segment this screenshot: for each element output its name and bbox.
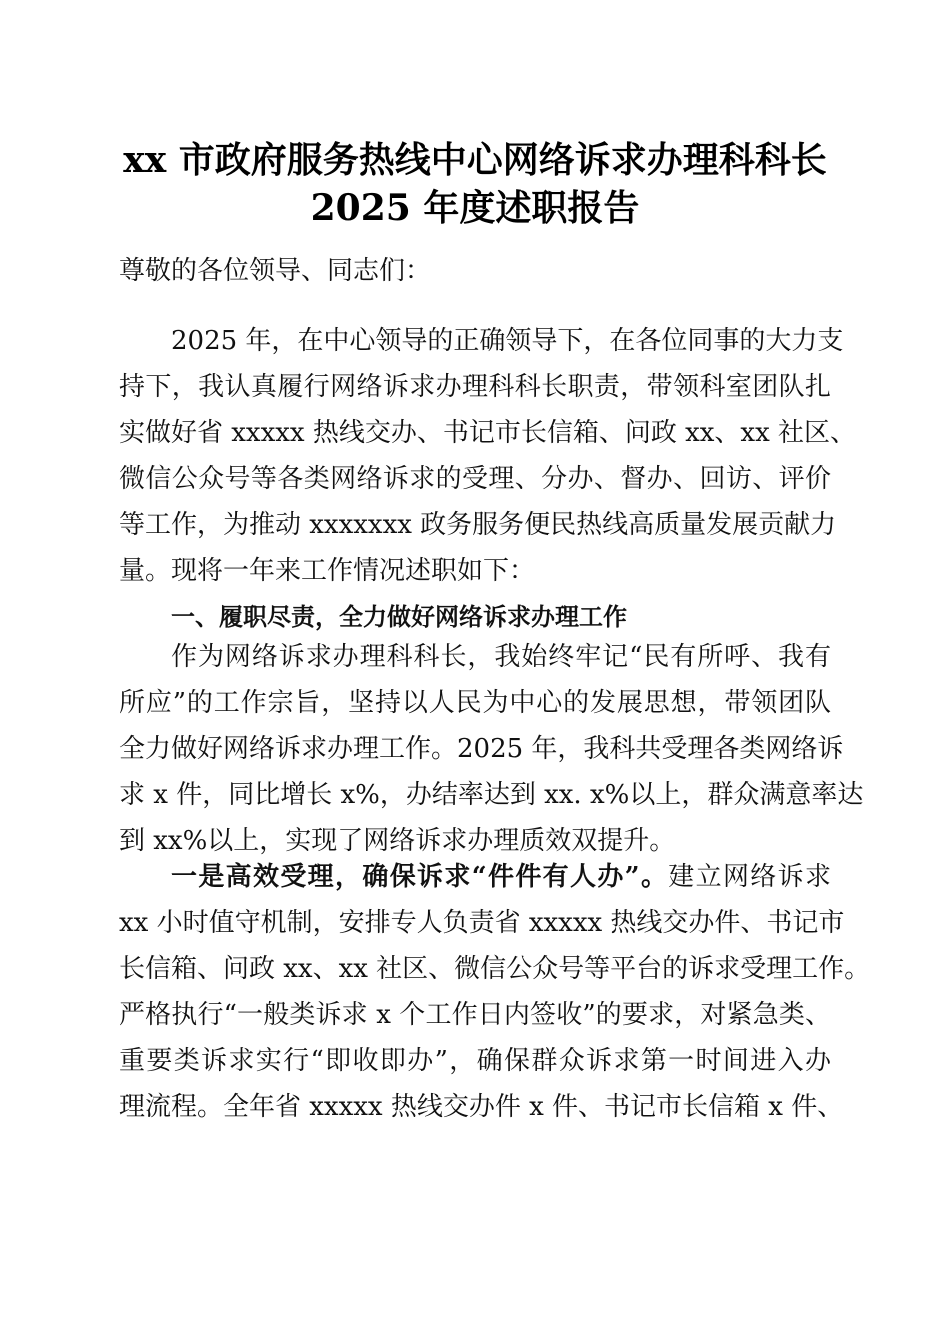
point1-line: 长信箱、问政 xx、xx 社区、微信公众号等平台的诉求受理工作。 [119,954,871,984]
point1-line: xx 小时值守机制，安排专人负责省 xxxxx 热线交办件、书记市 [119,908,845,938]
point1-lead: 一是高效受理，确保诉求“件件有人办”。 [171,862,669,892]
intro-line: 实做好省 xxxxx 热线交办、书记市长信箱、问政 xx、xx 社区、 [119,418,857,448]
point1-line: 重要类诉求实行“即收即办”，确保群众诉求第一时间进入办 [119,1046,831,1076]
document-title-line-1: xx 市政府服务热线中心网络诉求办理科科长 [123,139,827,181]
intro-line: 2025 年，在中心领导的正确领导下，在各位同事的大力支 [171,326,844,356]
salutation: 尊敬的各位领导、同志们： [119,256,432,286]
intro-line: 持下，我认真履行网络诉求办理科科长职责，带领科室团队扎 [119,372,831,402]
point1-first-rest: 建立网络诉求 [668,862,831,892]
point1-first-line [171,860,831,894]
section-heading: 一、履职尽责，全力做好网络诉求办理工作 [171,603,627,631]
section1-line: 到 xx%以上，实现了网络诉求办理质效双提升。 [119,826,676,856]
document-title-line-2: 2025 年度述职报告 [310,187,640,229]
section1-line: 全力做好网络诉求办理工作。2025 年，我科共受理各类网络诉 [119,734,844,764]
intro-line: 等工作，为推动 xxxxxxx 政务服务便民热线高质量发展贡献力 [119,510,837,540]
intro-line: 量。现将一年来工作情况述职如下： [119,556,536,586]
section1-line: 所应”的工作宗旨，坚持以人民为中心的发展思想，带领团队 [119,688,831,718]
point1-line: 严格执行“一般类诉求 x 个工作日内签收”的要求，对紧急类、 [119,1000,831,1030]
section1-line: 作为网络诉求办理科科长，我始终牢记“民有所呼、我有 [171,642,831,672]
point1-line: 理流程。全年省 xxxxx 热线交办件 x 件、书记市长信箱 x 件、 [119,1092,844,1122]
section1-line: 求 x 件，同比增长 x%，办结率达到 xx. x%以上，群众满意率达 [119,780,864,810]
intro-line: 微信公众号等各类网络诉求的受理、分办、督办、回访、评价 [119,464,831,494]
